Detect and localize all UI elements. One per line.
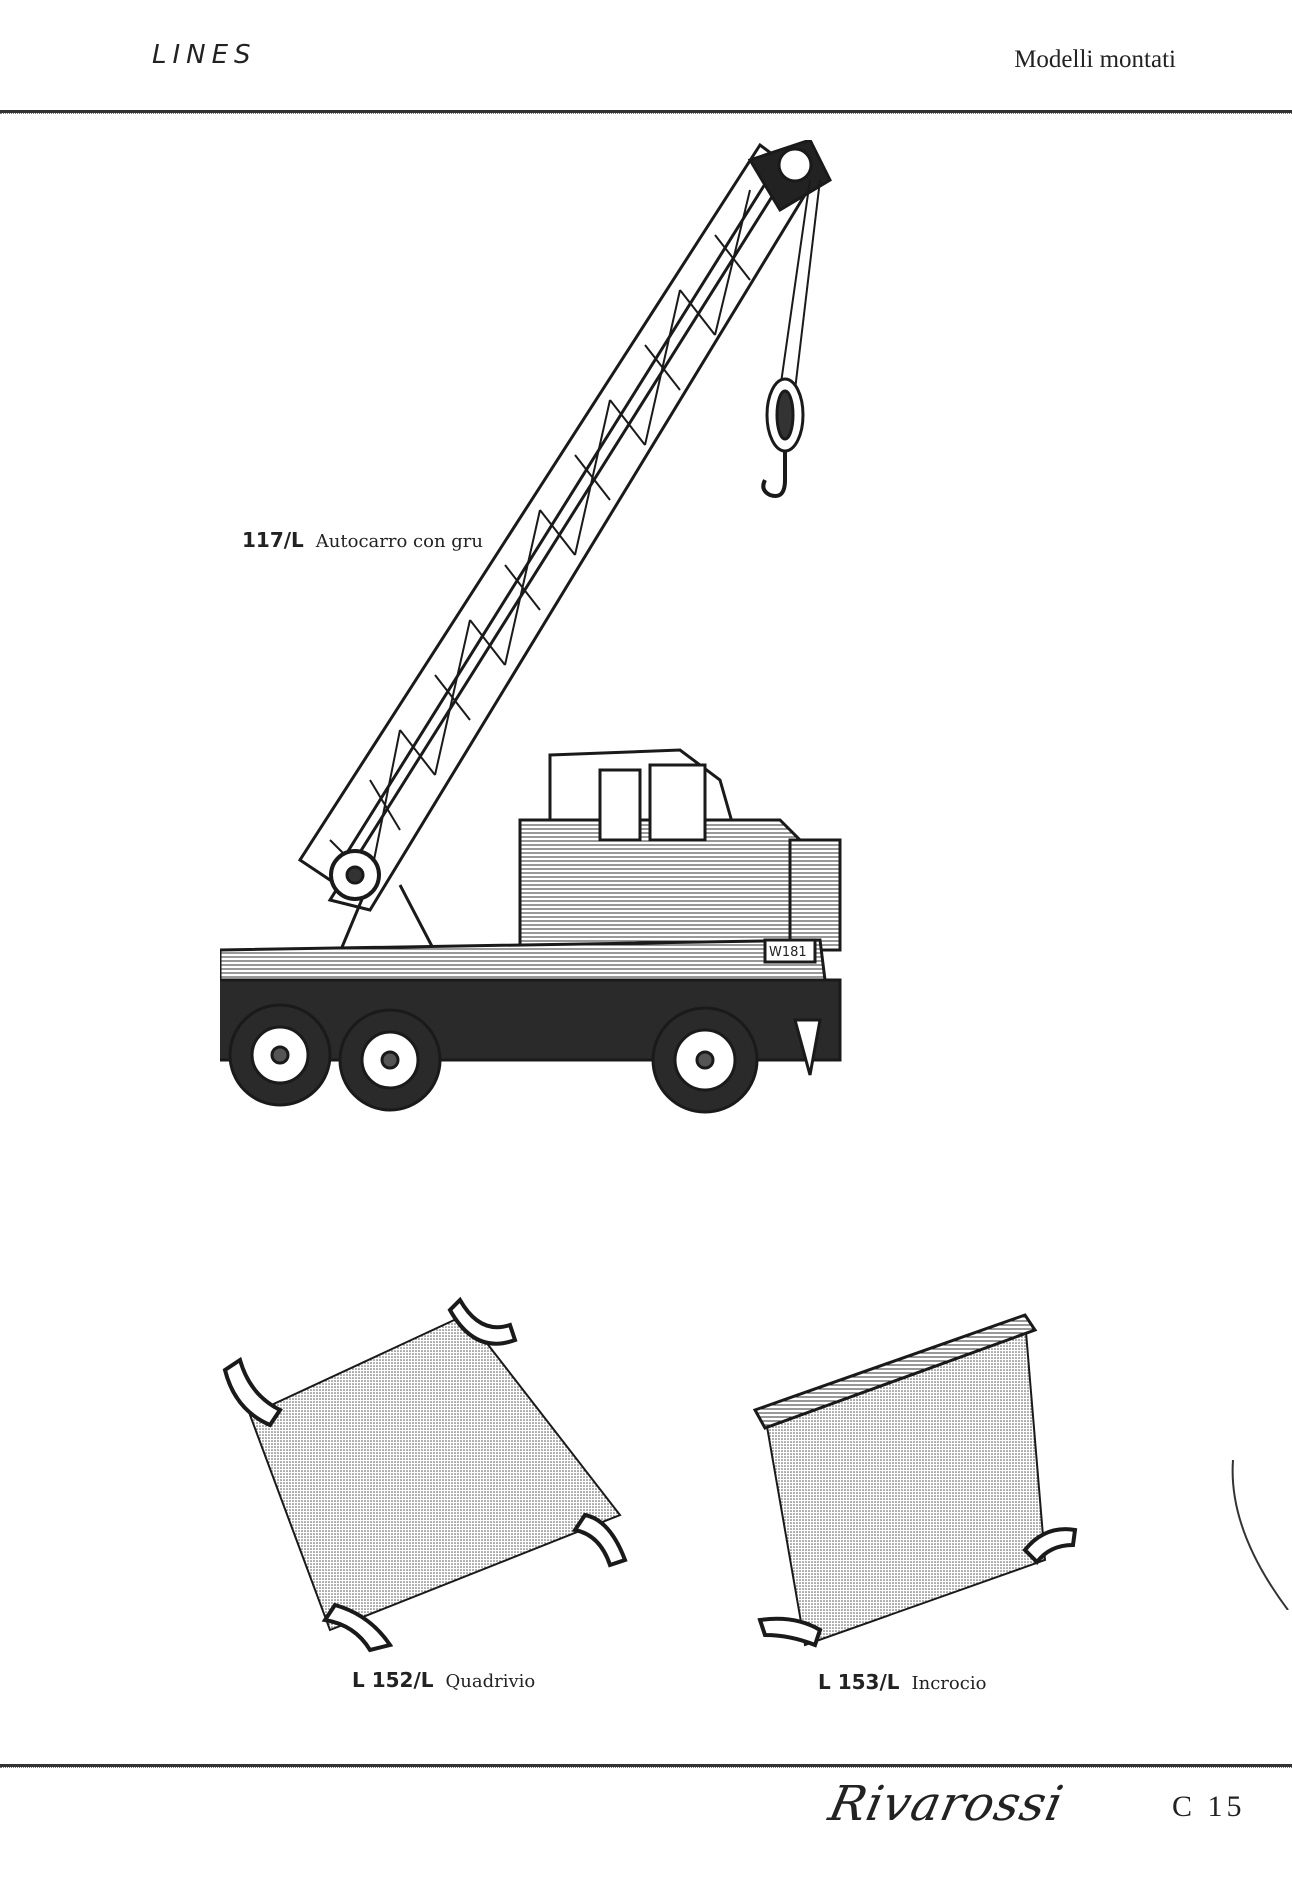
- item-code: 117/L: [242, 528, 304, 552]
- track-intersection-plate-drawing: [745, 1300, 1085, 1660]
- item-name: Autocarro con gru: [315, 531, 483, 552]
- brand-logo: Rivarossi: [824, 1776, 1069, 1832]
- page-number: C 15: [1172, 1790, 1246, 1823]
- section-title: LINES: [152, 40, 257, 70]
- item-name: Incrocio: [911, 1673, 987, 1694]
- crane-truck-drawing: [220, 140, 1020, 1240]
- item-code: L 152/L: [352, 1668, 434, 1692]
- item-caption-117: [242, 528, 483, 552]
- top-rule: [0, 110, 1292, 114]
- item-code: L 153/L: [818, 1670, 900, 1694]
- item-caption-153: [818, 1670, 986, 1694]
- item-name: Quadrivio: [445, 1671, 536, 1692]
- track-crossing-plate-drawing: [220, 1275, 640, 1655]
- page-edge-mark: [1228, 1460, 1292, 1610]
- bottom-rule: [0, 1764, 1292, 1768]
- truck-plate: W181: [769, 945, 807, 960]
- section-subtitle: Modelli montati: [1014, 46, 1176, 73]
- item-caption-152: [352, 1668, 535, 1692]
